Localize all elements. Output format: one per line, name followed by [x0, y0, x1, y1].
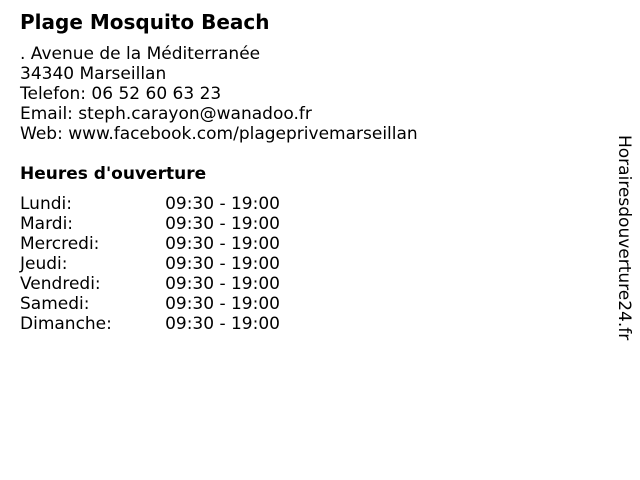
address-city: 34340 Marseillan [20, 64, 167, 84]
hours-row-tuesday [20, 214, 280, 234]
hours-row-saturday [20, 294, 280, 314]
hours-row-friday [20, 274, 280, 294]
day-label: Vendredi: [20, 274, 101, 294]
email-address: Email: steph.carayon@wanadoo.fr [20, 104, 312, 124]
contact-info [20, 44, 418, 144]
opening-hours-table [20, 194, 280, 334]
day-label: Lundi: [20, 194, 72, 214]
phone-number: Telefon: 06 52 60 63 23 [20, 84, 222, 104]
day-label: Jeudi: [20, 254, 68, 274]
business-name: Plage Mosquito Beach [20, 10, 270, 34]
hours-row-sunday [20, 314, 280, 334]
hours-row-thursday [20, 254, 280, 274]
day-label: Dimanche: [20, 314, 112, 334]
day-label: Mardi: [20, 214, 74, 234]
time-range: 09:30 - 19:00 [165, 214, 280, 234]
time-range: 09:30 - 19:00 [165, 274, 280, 294]
day-label: Mercredi: [20, 234, 100, 254]
time-range: 09:30 - 19:00 [165, 234, 280, 254]
time-range: 09:30 - 19:00 [165, 254, 280, 274]
time-range: 09:30 - 19:00 [165, 194, 280, 214]
site-watermark: Horairesdouverture24.fr [614, 135, 634, 341]
hours-row-monday [20, 194, 280, 214]
opening-hours-heading: Heures d'ouverture [20, 164, 207, 184]
time-range: 09:30 - 19:00 [165, 314, 280, 334]
day-label: Samedi: [20, 294, 90, 314]
time-range: 09:30 - 19:00 [165, 294, 280, 314]
website-url: Web: www.facebook.com/plageprivemarseillan [20, 124, 418, 144]
hours-row-wednesday [20, 234, 280, 254]
address-street: . Avenue de la Méditerranée [20, 44, 261, 64]
